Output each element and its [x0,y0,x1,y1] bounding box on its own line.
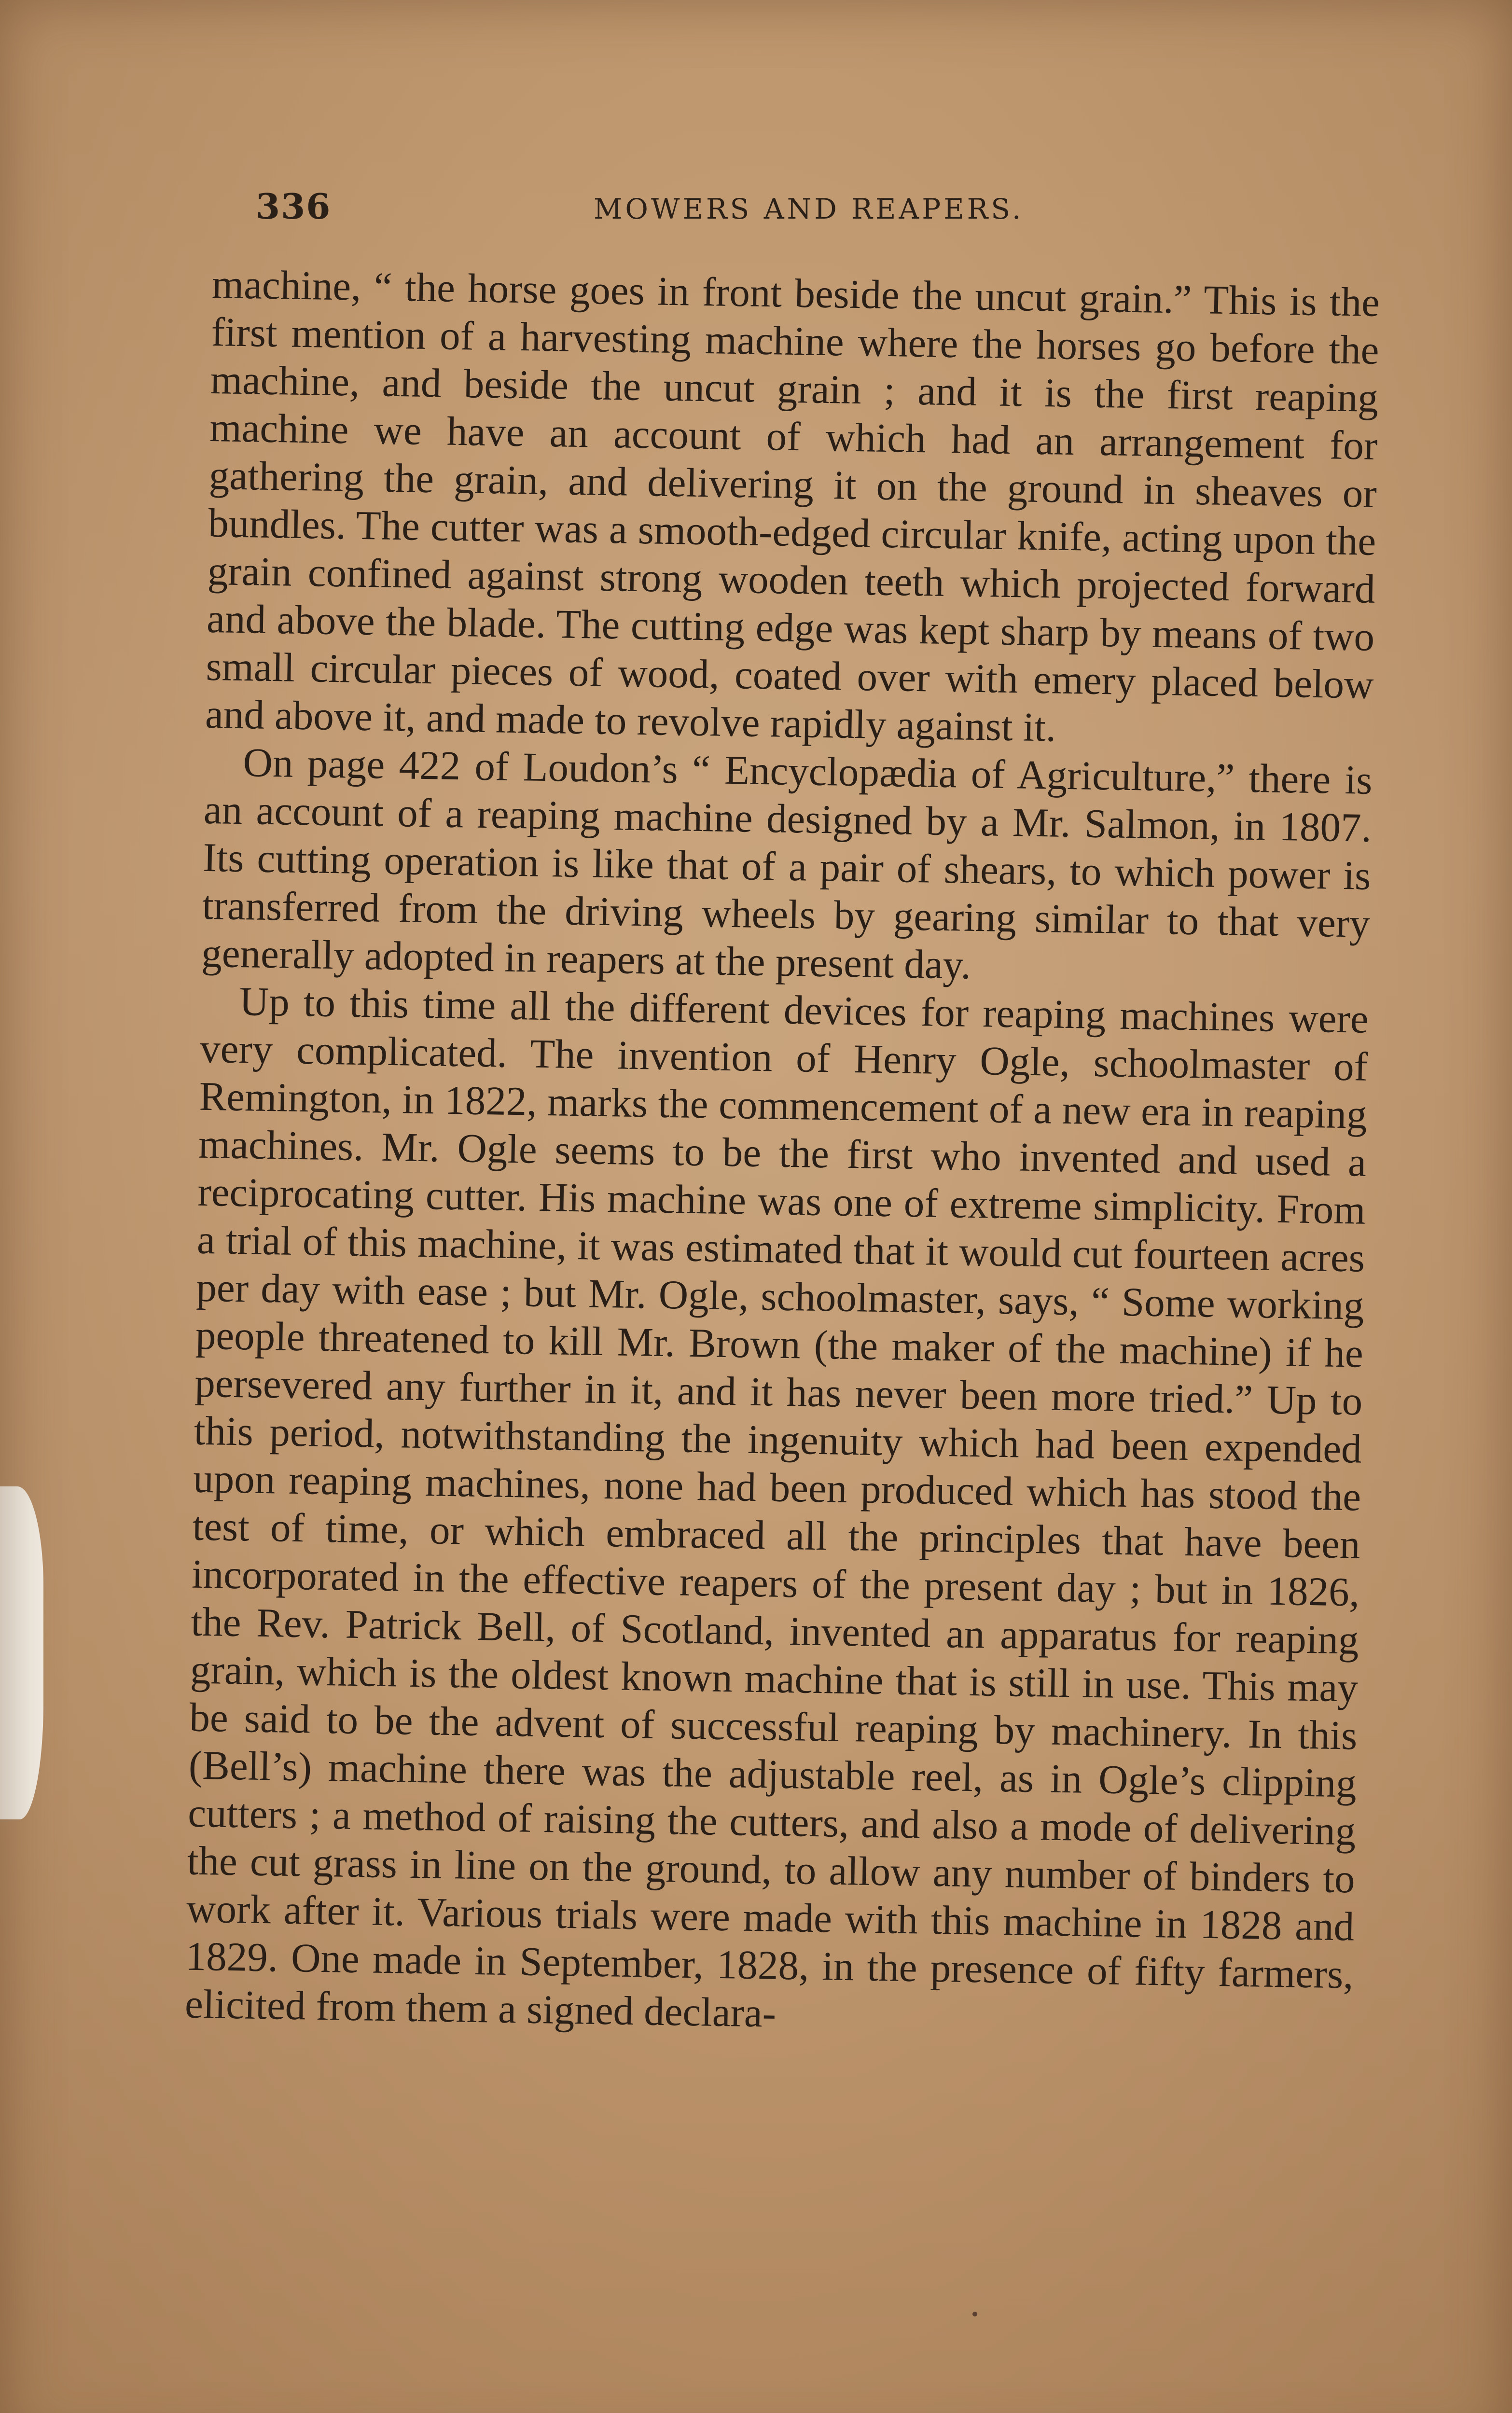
paragraph-1: machine, “ the horse goes in front beside the uncut grain.” This is the first mention of a harvesting machine where the horses go before the machine, and beside the uncut grain ; and it is the first reaping machine we have an account of which had an arrangement for gathering the grain, and delivering it on the ground in sheaves or bundles. The cutter was a smooth-edged circular knife, acting upon the grain confined against strong wooden teeth which projected forward and above the blade. The cutting edge was kept sharp by means of two small circular pieces of wood, coated over with emery placed below and above it, and made to revolve rapidly against it. [205,261,1380,750]
torn-page-edge [0,1486,43,1819]
paragraph-3: Up to this time all the different devices for reaping machines were very complicated. The invention of Henry Ogle, schoolmaster of Remington, in 1822, marks the commencement of a new era in reaping machines. Mr. Ogle seems to be the first who invented and used a reciprocating cutter. His machine was one of extreme simplicity. From a trial of this machine, it was estimated that it would cut fourteen acres per day with ease ; but Mr. Ogle, schoolmaster, says, “ Some working people threatened to kill Mr. Brown (the maker of the machine) if he persevered any further in it, and it has never been more tried.” Up to this period, notwithstanding the ingenuity which had been expended upon reaping machines, none had been produced which has stood the test of time, or which embraced all the principles that have been incorporated in the effective reapers of the present day ; but in 1826, the Rev. Patrick Bell, of Scotland, invented an apparatus for reaping grain, which is the oldest known machine that is still in use. This may be said to be the advent of successful reaping by machinery. In this (Bell’s) machine there was the adjustable reel, as in Ogle’s clipping cutters ; a method of raising the cutters, and also a mode of delivering the cut grass in line on the ground, to allow any number of binders to work after it. Various trials were made with this machine in 1828 and 1829. One made in September, 1828, in the presence of fifty farmers, elicited from them a signed declara- [184,979,1369,2036]
body-text [184,261,1380,2047]
page-header [256,186,1047,239]
ink-speck [972,2312,977,2316]
page-number: 336 [256,186,332,227]
paragraph-2: On page 422 of Loudon’s “ Encyclopædia of Agriculture,” there is an account of a reaping machine designed by a Mr. Salmon, in 1807. Its cutting operation is like that of a pair of shears, to which power is transferred from the driving wheels by gearing similar to that very generally adopted in reapers at the present day. [201,740,1373,988]
running-head: MOWERS AND REAPERS. [594,193,1024,225]
